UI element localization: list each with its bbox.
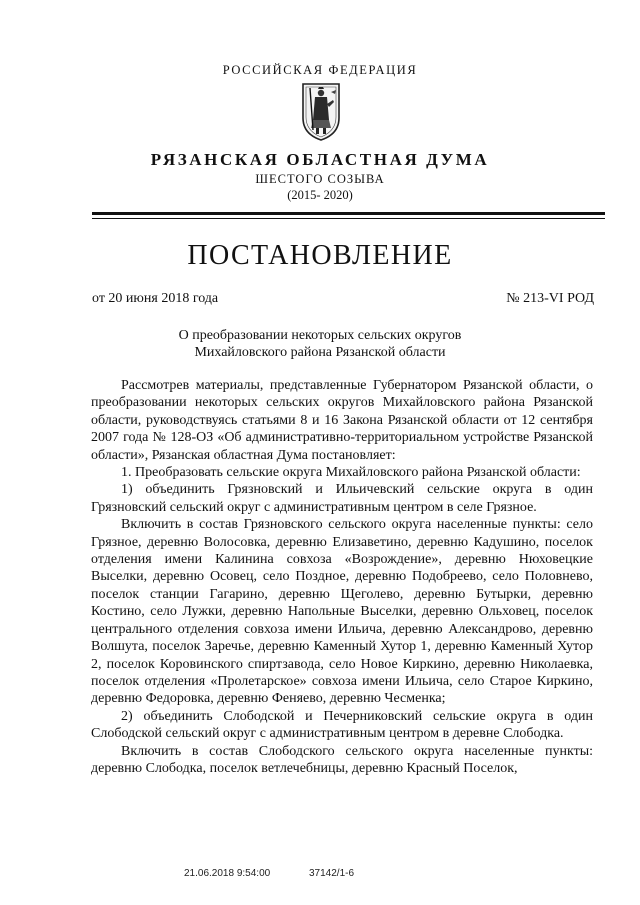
header-divider-thin (92, 218, 605, 219)
convocation-years: (2015- 2020) (287, 188, 353, 202)
footer-timestamp: 21.06.2018 9:54:00 (184, 868, 271, 879)
document-date: от 20 июня 2018 года (92, 291, 219, 306)
document-number: № 213-VI РОД (506, 291, 594, 306)
subject-line-2: Михайловского района Рязанской области (194, 345, 446, 360)
document-title: ПОСТАНОВЛЕНИЕ (187, 240, 453, 271)
body-paragraph: Включить в состав Грязновского сельского округа населенные пункты: село Грязное, деревню Волосовка, деревню Елизаветино, деревню Кадушино, поселок отделения имени Калинина совхоза «Возрождение», деревню Нюховецкие Выселки, деревню Осовец, село Поздное, деревню Подобреево, село Половнево, поселок станции Гагарино, деревню Щеголево, деревню Бутырки, деревню Костино, село Лужки, деревню Напольные Выселки, деревню Ольховец, поселок центрального отделения совхоза имени Ильича, деревню Александрово, деревню Волшута, поселок Заречье, деревню Каменный Хутор 1, деревню Каменный Хутор 2, поселок Коровинского спиртзавода, село Новое Киркино, деревню Николаевка, поселок отделения «Пролетарское» совхоза имени Ильича, село Старое Киркино, деревню Федоровка, деревню Феняево, деревню Чесменка; (91, 517, 593, 707)
body-paragraph: Рассмотрев материалы, представленные Губернатором Рязанской области, о преобразовании некоторых сельских округов Михайловского района Рязанской области, руководствуясь статьями 8 и 16 Закона Рязанской области от 12 сентября 2007 года № 128-ОЗ «Об административно-территориальном устройстве Рязанской области», Рязанская областная Дума постановляет: (91, 378, 593, 463)
footer-registration-code: 37142/1-6 (309, 868, 355, 879)
document-subject (0, 327, 640, 361)
document-body (91, 377, 593, 777)
duma-name: РЯЗАНСКАЯ ОБЛАСТНАЯ ДУМА (150, 150, 490, 169)
coat-of-arms-icon (300, 80, 342, 142)
body-paragraph: 1. Преобразовать сельские округа Михайловского района Рязанской области: (121, 465, 581, 481)
header-divider-thick (92, 212, 605, 215)
convocation: ШЕСТОГО СОЗЫВА (255, 172, 385, 186)
subject-line-1: О преобразовании некоторых сельских округов (178, 328, 462, 343)
country-name: РОССИЙСКАЯ ФЕДЕРАЦИЯ (222, 63, 418, 77)
body-paragraph: 1) объединить Грязновский и Ильичевский сельские округа в один Грязновский сельский округ с административным центром в селе Грязное. (91, 482, 593, 515)
body-paragraph: 2) объединить Слободской и Печерниковский сельские округа в один Слободской сельский округ с административным центром в деревне Слободка. (91, 708, 593, 742)
body-paragraph: Включить в состав Слободского сельского округа населенные пункты: деревню Слободка, поселок ветлечебницы, деревню Красный Поселок, (91, 743, 593, 776)
